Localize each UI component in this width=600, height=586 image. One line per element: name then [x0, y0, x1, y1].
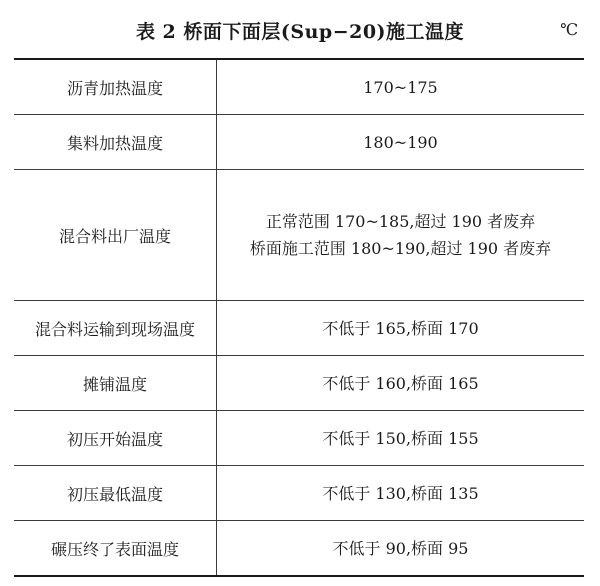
row-value: 170~175 [363, 77, 438, 97]
row-name: 初压开始温度 [14, 411, 217, 465]
row-value-line-2: 桥面施工范围 180~190,超过 190 者废弃 [249, 239, 552, 258]
table-caption [0, 0, 600, 62]
row-value: 不低于 90,桥面 95 [332, 538, 469, 558]
table-row [14, 301, 584, 356]
row-value: 不低于 160,桥面 165 [322, 373, 479, 393]
row-name: 混合料运输到现场温度 [14, 301, 217, 355]
row-name: 集料加热温度 [14, 115, 217, 169]
row-value [217, 170, 584, 300]
row-value: 180~190 [363, 132, 438, 152]
table-title: 表 2 桥面下面层(Sup−20)施工温度 [135, 21, 465, 43]
row-name: 沥青加热温度 [14, 60, 217, 114]
table-row [14, 466, 584, 521]
table-row [14, 521, 584, 575]
table-row [14, 170, 584, 301]
table-row [14, 411, 584, 466]
row-name: 碾压终了表面温度 [14, 521, 217, 575]
row-value-line-1: 正常范围 170~185,超过 190 者废弃 [265, 212, 536, 231]
row-name: 混合料出厂温度 [14, 170, 217, 300]
row-value: 不低于 150,桥面 155 [322, 428, 479, 448]
table-row [14, 115, 584, 170]
row-value: 不低于 130,桥面 135 [322, 483, 479, 503]
row-value: 不低于 165,桥面 170 [322, 318, 479, 338]
construction-temperature-table [14, 58, 584, 577]
row-name: 初压最低温度 [14, 466, 217, 520]
table-row [14, 356, 584, 411]
unit-label: ℃ [560, 20, 578, 39]
table-row [14, 60, 584, 115]
row-name: 摊铺温度 [14, 356, 217, 410]
